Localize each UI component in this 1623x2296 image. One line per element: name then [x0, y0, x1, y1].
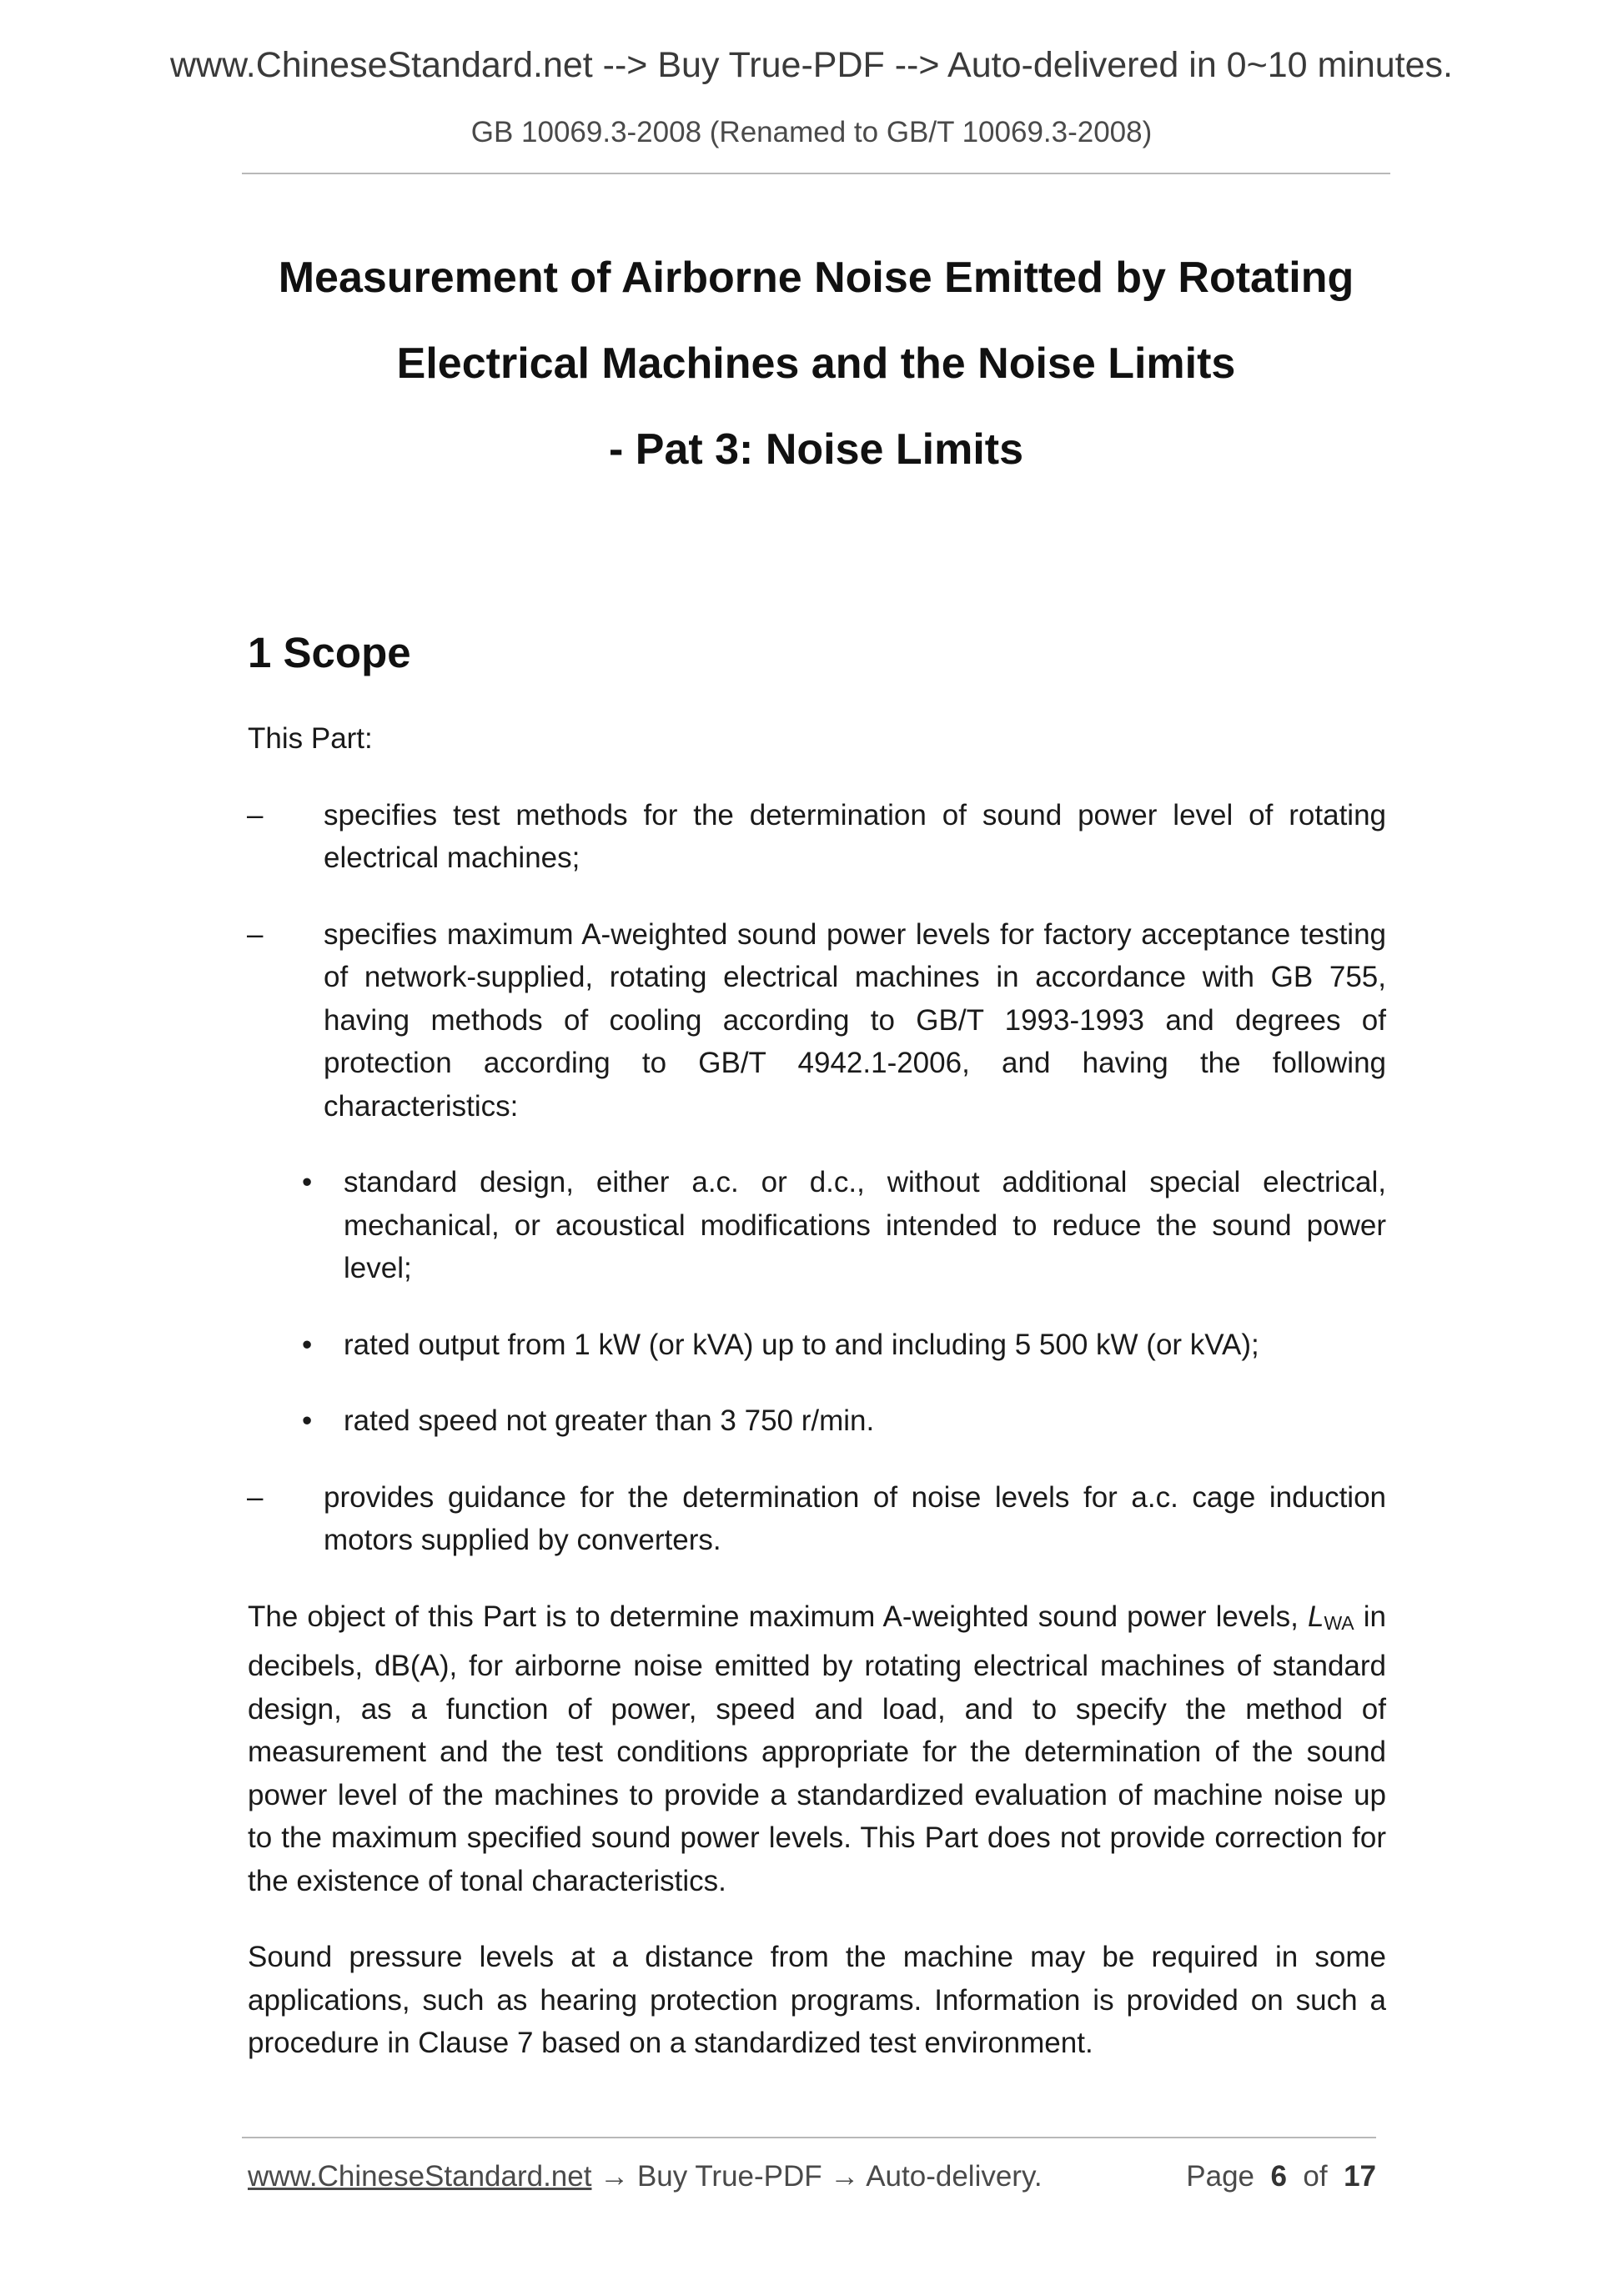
list-item: – specifies maximum A-weighted sound power levels for factory acceptance testing of network-supplied, rotating electrical machines in accordance with GB 755, having methods of cooling according to GB/T 1993-1993 and degrees of protection according to GB/T 4942.1-2006, and having the following characteristics:	[247, 917, 1386, 1123]
bullet-item: • rated output from 1 kW (or kVA) up to and including 5 500 kW (or kVA);	[302, 1328, 1259, 1361]
list-item-text: provides guidance for the determination of noise levels for a.c. cage induction motors supplied by converters.	[324, 1480, 1386, 1556]
list-item-text: specifies test methods for the determination of sound power level of rotating electrical machines;	[324, 798, 1386, 874]
arrow-icon: →	[830, 2160, 860, 2193]
site-banner: www.ChineseStandard.net --> Buy True-PDF --> Auto-delivered in 0~10 minutes.	[169, 45, 1453, 85]
object-text-start: The object of this Part is to determine maximum A-weighted sound power levels,	[248, 1600, 1308, 1633]
bullet-item: • standard design, either a.c. or d.c., without additional special electrical, mechanical, or acoustical modifications intended to reduce the sound power level;	[302, 1166, 1386, 1284]
bullet-item: • rated speed not greater than 3 750 r/min.	[302, 1404, 875, 1437]
list-item: – specifies test methods for the determination of sound power level of rotating electrical machines;	[247, 798, 1386, 874]
title-line-1: Measurement of Airborne Noise Emitted by Rotating	[278, 254, 1354, 302]
object-paragraph	[248, 1595, 1386, 1903]
bullet-item-text: rated output from 1 kW (or kVA) up to and including 5 500 kW (or kVA);	[344, 1328, 1259, 1361]
page-label: Page	[1186, 2160, 1255, 2193]
page-number: 6	[1270, 2160, 1287, 2193]
lwa-subscript: WA	[1324, 1611, 1354, 1634]
delivery-text: Auto-delivery.	[866, 2160, 1043, 2193]
document-body	[248, 624, 1386, 2098]
arrow-icon: →	[600, 2160, 630, 2193]
buy-text: Buy True-PDF	[636, 2160, 822, 2193]
header-divider	[242, 173, 1390, 174]
of-label: of	[1303, 2160, 1328, 2193]
title-line-2: Electrical Machines and the Noise Limits	[396, 339, 1236, 388]
lwa-symbol: L	[1307, 1600, 1324, 1633]
intro-paragraph: This Part:	[248, 722, 373, 755]
footer-divider	[242, 2137, 1376, 2138]
total-pages: 17	[1344, 2160, 1376, 2193]
site-link[interactable]: www.ChineseStandard.net	[248, 2160, 592, 2193]
document-title	[217, 235, 1415, 493]
bullet-item-text: rated speed not greater than 3 750 r/min.	[344, 1404, 875, 1437]
standard-number: GB 10069.3-2008 (Renamed to GB/T 10069.3-2008)	[470, 116, 1153, 148]
list-item-text: specifies maximum A-weighted sound power levels for factory acceptance testing of network-supplied, rotating electrical machines in accordance with GB 755, having methods of cooling according to GB/T 1993-1993 and degrees of protection according to GB/T 4942.1-2006, and having the following characteristics:	[324, 917, 1386, 1123]
sound-pressure-paragraph: Sound pressure levels at a distance from the machine may be required in some applications, such as hearing protection programs. Information is provided on such a procedure in Clause 7 based on a standardized test environment.	[248, 1941, 1386, 2059]
bullet-item-text: standard design, either a.c. or d.c., without additional special electrical, mechanical, or acoustical modifications intended to reduce the sound power level;	[344, 1166, 1386, 1284]
section-heading: 1 Scope	[248, 629, 411, 676]
title-line-3: - Pat 3: Noise Limits	[609, 425, 1023, 474]
list-item: – provides guidance for the determination of noise levels for a.c. cage induction motors supplied by converters.	[247, 1480, 1386, 1556]
object-text-end: in decibels, dB(A), for airborne noise emitted by rotating electrical machines of standard design, as a function of power, speed and load, and to specify the method of measurement and the test conditions appropriate for the determination of the sound power level of the machines to provide a standardized evaluation of machine noise up to the maximum specified sound power levels. This Part does not provide correction for the existence of tonal characteristics.	[248, 1600, 1387, 1897]
footer-links	[248, 2158, 1043, 2196]
page-indicator	[1186, 2158, 1376, 2196]
